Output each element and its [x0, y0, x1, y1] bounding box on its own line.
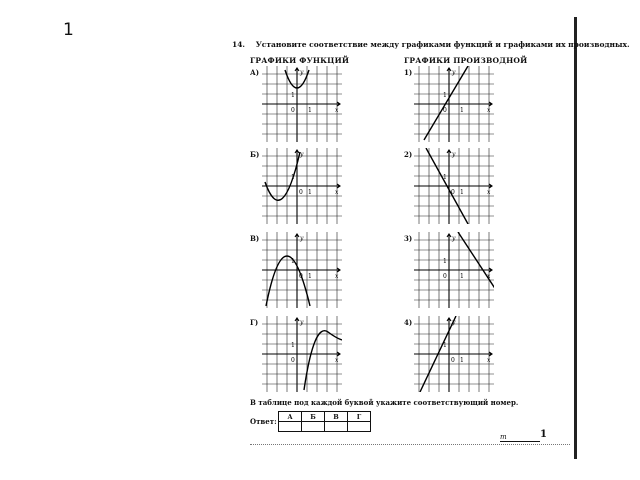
function-graph-b — [262, 148, 342, 224]
answer-cell-v[interactable] — [325, 422, 348, 432]
derivative-graph-4 — [414, 316, 494, 392]
y-tick-one: 1 — [291, 92, 295, 99]
derivatives-column-title: ГРАФИКИ ПРОИЗВОДНОЙ — [404, 56, 528, 65]
derivative-graph-label-4: 4) — [404, 318, 413, 327]
origin-label: 0 — [451, 357, 455, 364]
answer-cell-b[interactable] — [302, 422, 325, 432]
x-tick-one: 1 — [460, 273, 464, 280]
origin-label: 0 — [443, 273, 447, 280]
derivative-graph-1 — [414, 66, 494, 142]
function-graph-label-a: А) — [250, 68, 260, 77]
y-tick-one: 1 — [443, 92, 447, 99]
y-axis-label: y — [452, 235, 456, 242]
x-axis-label: x — [487, 273, 491, 280]
x-tick-one: 1 — [460, 357, 464, 364]
x-tick-one: 1 — [308, 189, 312, 196]
y-axis-label: y — [300, 319, 304, 326]
y-tick-one: 1 — [291, 258, 295, 265]
x-tick-one: 1 — [460, 107, 464, 114]
x-axis-label: x — [335, 107, 339, 114]
x-axis-label: x — [335, 273, 339, 280]
derivative-graph-label-2: 2) — [404, 150, 413, 159]
answer-value-row — [279, 422, 371, 432]
task-number: 14. — [232, 40, 246, 49]
answer-cell-a[interactable] — [279, 422, 302, 432]
x-tick-one: 1 — [460, 189, 464, 196]
axes — [414, 68, 492, 142]
y-axis-label: y — [300, 235, 304, 242]
y-axis-label: y — [300, 69, 304, 76]
footer-m-label: m — [500, 433, 540, 442]
x-axis-label: x — [487, 107, 491, 114]
page-edge-divider — [574, 17, 577, 459]
derivative-graph-label-3: 3) — [404, 234, 413, 243]
derivative-graph-label-1: 1) — [404, 68, 413, 77]
axes — [262, 150, 340, 224]
function-graph-label-v: В) — [250, 234, 260, 243]
task-header — [232, 40, 630, 49]
y-axis-label: y — [452, 69, 456, 76]
origin-label: 0 — [443, 107, 447, 114]
y-tick-one: 1 — [443, 342, 447, 349]
x-axis-label: x — [335, 189, 339, 196]
answer-header-g: Г — [348, 412, 371, 422]
y-tick-one: 1 — [443, 174, 447, 181]
origin-label: 0 — [451, 189, 455, 196]
derivative-graph-2 — [414, 148, 494, 224]
origin-label: 0 — [299, 273, 303, 280]
answer-table — [278, 411, 371, 432]
slide-number: 1 — [63, 20, 74, 40]
function-graph-label-g: Г) — [250, 318, 259, 327]
axes — [414, 150, 492, 224]
answer-header-row — [279, 412, 371, 422]
instruction-text: В таблице под каждой буквой укажите соответствующий номер. — [250, 398, 519, 407]
x-axis-label: x — [487, 189, 491, 196]
y-axis-label: y — [452, 319, 456, 326]
answer-cell-g[interactable] — [348, 422, 371, 432]
footer-page-number: 1 — [540, 429, 547, 440]
axes — [262, 318, 340, 392]
x-axis-label: x — [335, 357, 339, 364]
axes — [262, 234, 340, 308]
functions-column-title: ГРАФИКИ ФУНКЦИЙ — [250, 56, 350, 65]
origin-label: 0 — [291, 107, 295, 114]
answer-header-v: В — [325, 412, 348, 422]
axes — [414, 234, 492, 308]
origin-label: 0 — [291, 357, 295, 364]
derivative-graph-3 — [414, 232, 494, 308]
y-tick-one: 1 — [291, 342, 295, 349]
answer-header-a: А — [279, 412, 302, 422]
x-axis-label: x — [487, 357, 491, 364]
function-graph-a — [262, 66, 342, 142]
answer-header-b: Б — [302, 412, 325, 422]
derivative-line — [424, 66, 468, 140]
origin-label: 0 — [299, 189, 303, 196]
function-graph-g — [262, 316, 342, 392]
function-curve — [266, 256, 310, 306]
y-tick-one: 1 — [291, 174, 295, 181]
derivative-line — [458, 232, 494, 290]
task-text: Установите соответствие между графиками функций и графиками их производных. — [255, 40, 630, 49]
function-graph-label-b: Б) — [250, 150, 260, 159]
function-graph-v — [262, 232, 342, 308]
y-axis-label: y — [452, 151, 456, 158]
y-tick-one: 1 — [443, 258, 447, 265]
x-tick-one: 1 — [308, 273, 312, 280]
x-tick-one: 1 — [308, 107, 312, 114]
y-axis-label: y — [300, 151, 304, 158]
axes — [262, 68, 340, 142]
answer-label: Ответ: — [250, 417, 277, 426]
footer-divider — [250, 444, 570, 445]
